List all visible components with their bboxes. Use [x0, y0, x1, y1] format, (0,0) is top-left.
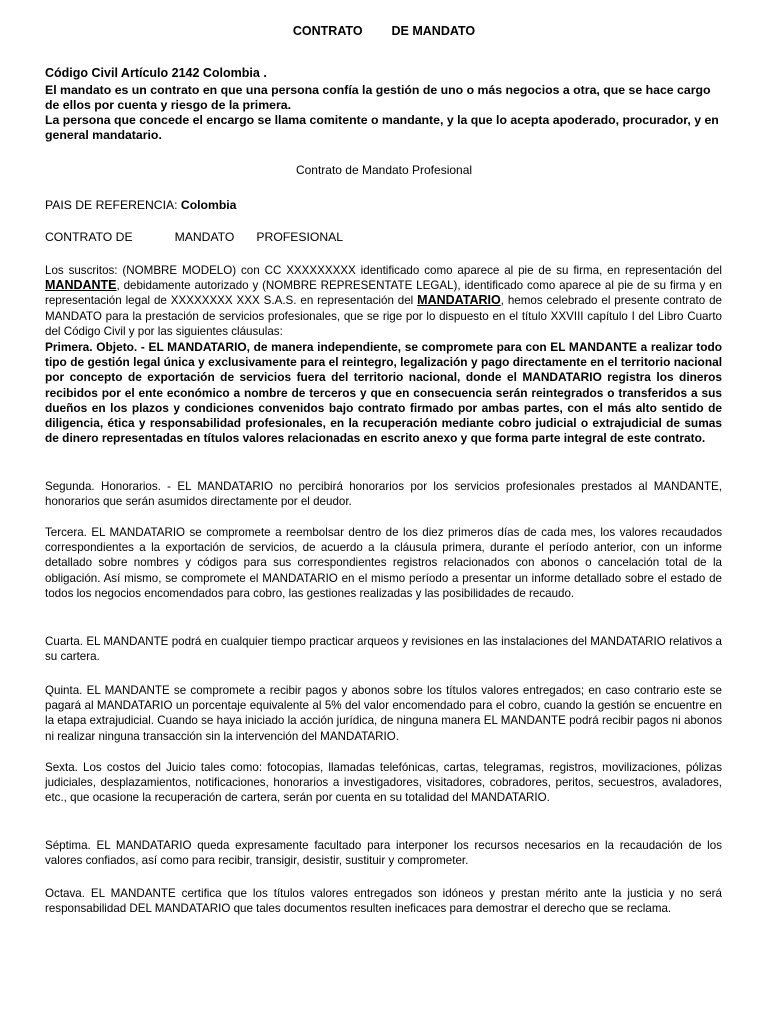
- parties-paragraph: [45, 263, 722, 339]
- clause-octava: Octava. EL MANDANTE certifica que los títulos valores entregados son idóneos y prestan mérito ante la justicia y no será responsabilidad DEL MANDATARIO que tales documentos resulten ineficaces para demostrar el derecho que se reclama.: [45, 887, 722, 916]
- intro-text-3: , hemos celebrado el presente contrato de MANDATO para la prestación de servicios profesionales, que se rige por lo dispuesto en el título XXVIII capítulo I del Libro Cuarto del Código Civil y por las siguientes cláusulas:: [45, 294, 722, 338]
- contract-heading-part-2: MANDATO: [174, 230, 235, 244]
- intro-text-2: , debidamente autorizado y (NOMBRE REPRESENTATE LEGAL), identificado como aparece al pie de su firma y en representación legal de XXXXXXXX XXX S.A.S. en representación del: [45, 279, 722, 308]
- document-title: [0, 24, 768, 39]
- mandante-term: MANDANTE: [45, 278, 117, 293]
- clause-cuarta: Cuarta. EL MANDANTE podrá en cualquier tiempo practicar arqueos y revisiones en las instalaciones del MANDATARIO relativos a su cartera.: [45, 635, 722, 664]
- contract-heading-part-1: CONTRATO DE: [45, 230, 133, 244]
- country-label: PAIS DE REFERENCIA:: [45, 198, 178, 212]
- mandate-definition: El mandato es un contrato en que una persona confía la gestión de uno o más negocios a otra, que se hace cargo de ellos por cuenta y riesgo de la primera.: [45, 83, 711, 113]
- clause-quinta: Quinta. EL MANDANTE se compromete a recibir pagos y abonos sobre los títulos valores entregados; en caso contrario este se pagará al MANDATARIO un porcentaje equivalente al 5% del valor encomendado para el cobro, cuando la gestión se encuentre en la etapa extrajudicial. Cuando se haya iniciado la acción jurídica, de ninguna manera EL MANDANTE podrá recibir pagos ni abonos ni realizar ninguna transacción sin la intervención del MANDATARIO.: [45, 684, 722, 743]
- title-words-de-mandato: DE MANDATO: [391, 24, 476, 38]
- mandatario-term: MANDATARIO: [417, 293, 501, 308]
- country-value: Colombia: [180, 198, 237, 212]
- contract-heading: [45, 230, 343, 245]
- civil-code-reference: Código Civil Artículo 2142 Colombia .: [45, 66, 267, 80]
- clause-tercera: Tercera. EL MANDATARIO se compromete a reembolsar dentro de los diez primeros días de cada mes, los valores recaudados correspondientes a la exportación de servicios, de acuerdo a la cláusula primera, durante el período anterior, con un informe detallado sobre nombres y códigos para sus correspondientes registros relacionados con abonos o cancelación total de la obligación. Así mismo, se compromete el MANDATARIO en el mismo período a presentar un informe detallado sobre el estado de todos los negocios encomendados para cobro, las gestiones realizadas y las posibilidades de recaudo.: [45, 526, 722, 600]
- reference-country: [45, 198, 236, 213]
- title-word-contrato: CONTRATO: [292, 24, 363, 38]
- clause-segunda: Segunda. Honorarios. - EL MANDATARIO no percibirá honorarios por los servicios profesionales prestados al MANDANTE, honorarios que serán asumidos directamente por el deudor.: [45, 480, 722, 509]
- document-subtitle: Contrato de Mandato Profesional: [295, 163, 473, 177]
- clause-septima: Séptima. EL MANDATARIO queda expresamente facultado para interponer los recursos necesarios en la recaudación de los valores confiados, así como para recibir, transigir, desistir, sustituir y comprometer.: [45, 839, 722, 868]
- intro-text-1: Los suscritos: (NOMBRE MODELO) con CC XXXXXXXXX identificado como aparece al pie de su firma, en representación del: [45, 264, 722, 277]
- contract-heading-part-3: PROFESIONAL: [256, 230, 344, 244]
- clause-sexta: Sexta. Los costos del Juicio tales como: fotocopias, llamadas telefónicas, cartas, telegramas, registros, movilizaciones, pólizas judiciales, desplazamientos, notificaciones, honorarios a investigadores, visitadores, cobradores, peritos, secuestros, avaladores, etc., que ocasione la recuperación de cartera, serán por cuenta en su totalidad del MANDATARIO.: [45, 761, 722, 805]
- clause-primera: Primera. Objeto. - EL MANDATARIO, de manera independiente, se compromete para con EL MANDANTE a realizar todo tipo de gestión legal única y exclusivamente para el reintegro, legalización y pago directamente en el territorio nacional por concepto de exportación de servicios fuera del territorio nacional, donde el MANDATARIO registra los dineros recibidos por el ente económico a nombre de terceros y que en consecuencia serán reintegrados o transferidos a sus dueños en los plazos y condiciones convenidos bajo contrato firmado por ambas partes, con el más alto sentido de diligencia, ética y responsabilidad profesionales, en la recuperación mediante cobro judicial o extrajudicial de sumas de dinero representadas en títulos valores relacionadas en escrito anexo y que forma parte integral de este contrato.: [45, 340, 722, 446]
- mandate-parties-definition: La persona que concede el encargo se llama comitente o mandante, y la que lo acepta apoderado, procurador, y en general mandatario.: [45, 113, 719, 143]
